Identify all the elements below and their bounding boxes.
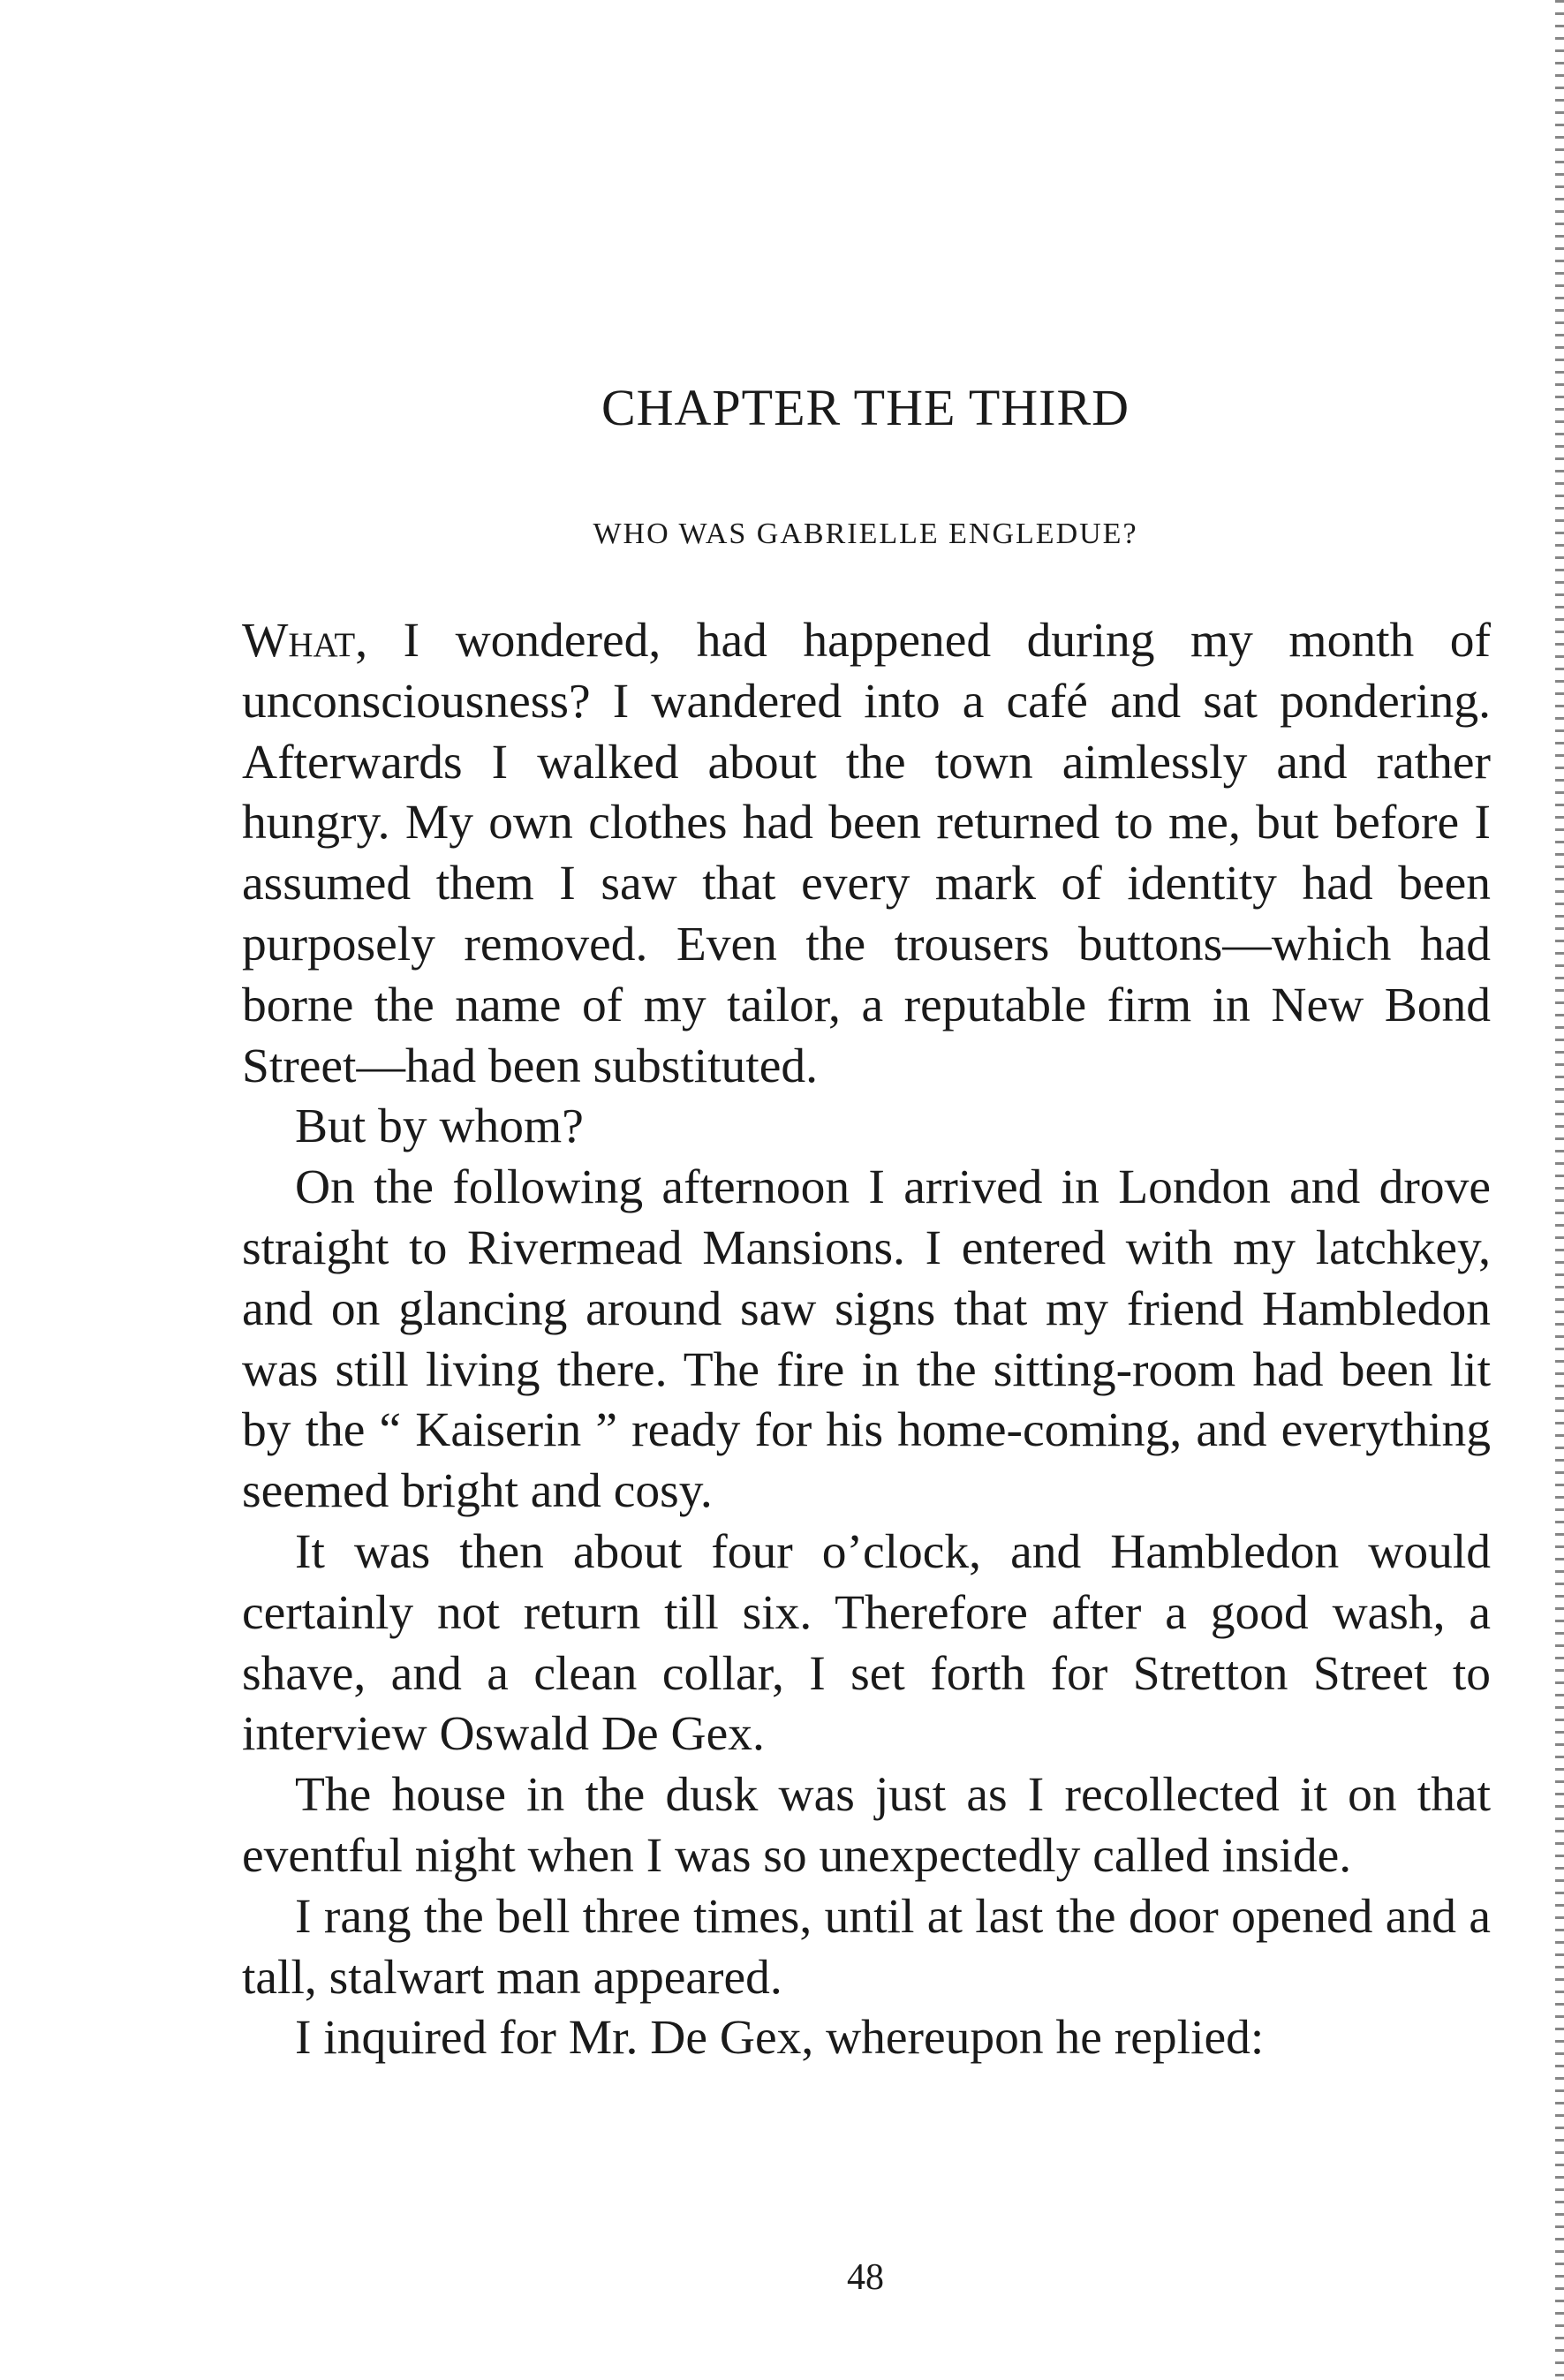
- paragraph-3: On the following afternoon I arrived in London and drove straight to Rivermead Mansions. I entered with my latchkey, and on glancing around saw signs that my friend Hambledon was still living there. The fire in the sitting-room had been lit by the “ Kaiserin ” ready for his home-coming, and everything seemed bright and cosy.: [242, 1160, 1491, 1519]
- page-number: 48: [847, 2257, 884, 2298]
- paragraph-7: I inquired for Mr. De Gex, whereupon he replied:: [295, 2011, 1265, 2066]
- paragraph-1: [242, 611, 1491, 1097]
- paragraph-2: But by whom?: [295, 1099, 584, 1154]
- body-text: [242, 611, 1491, 2069]
- paragraph-5: The house in the dusk was just as I recollected it on that eventful night when I was so unexpectedly called inside.: [242, 1768, 1491, 1883]
- paragraph-6: I rang the bell three times, until at last the door opened and a tall, stalwart man appeared.: [242, 1889, 1491, 2005]
- paragraph-lead-word: What: [242, 614, 356, 668]
- chapter-title: CHAPTER THE THIRD: [601, 379, 1130, 436]
- page-edge: [1555, 0, 1564, 2380]
- chapter-subtitle: WHO WAS GABRIELLE ENGLEDUE?: [593, 518, 1138, 550]
- paragraph-1-text: , I wondered, had happened during my month of unconsciousness? I wandered into a café and sat pondering. Afterwards I walked about the town aimlessly and rather hungry. My own clothes had been returned to me, but before I assumed them I saw that every mark of identity had been purposely removed. Even the trousers buttons—which had borne the name of my tailor, a reputable firm in New Bond Street—had been substituted.: [242, 614, 1491, 1093]
- paragraph-4: It was then about four o’clock, and Hambledon would certainly not return till six. Therefore after a good wash, a shave, and a clean collar, I set forth for Stretton Street to interview Oswald De Gex.: [242, 1524, 1491, 1762]
